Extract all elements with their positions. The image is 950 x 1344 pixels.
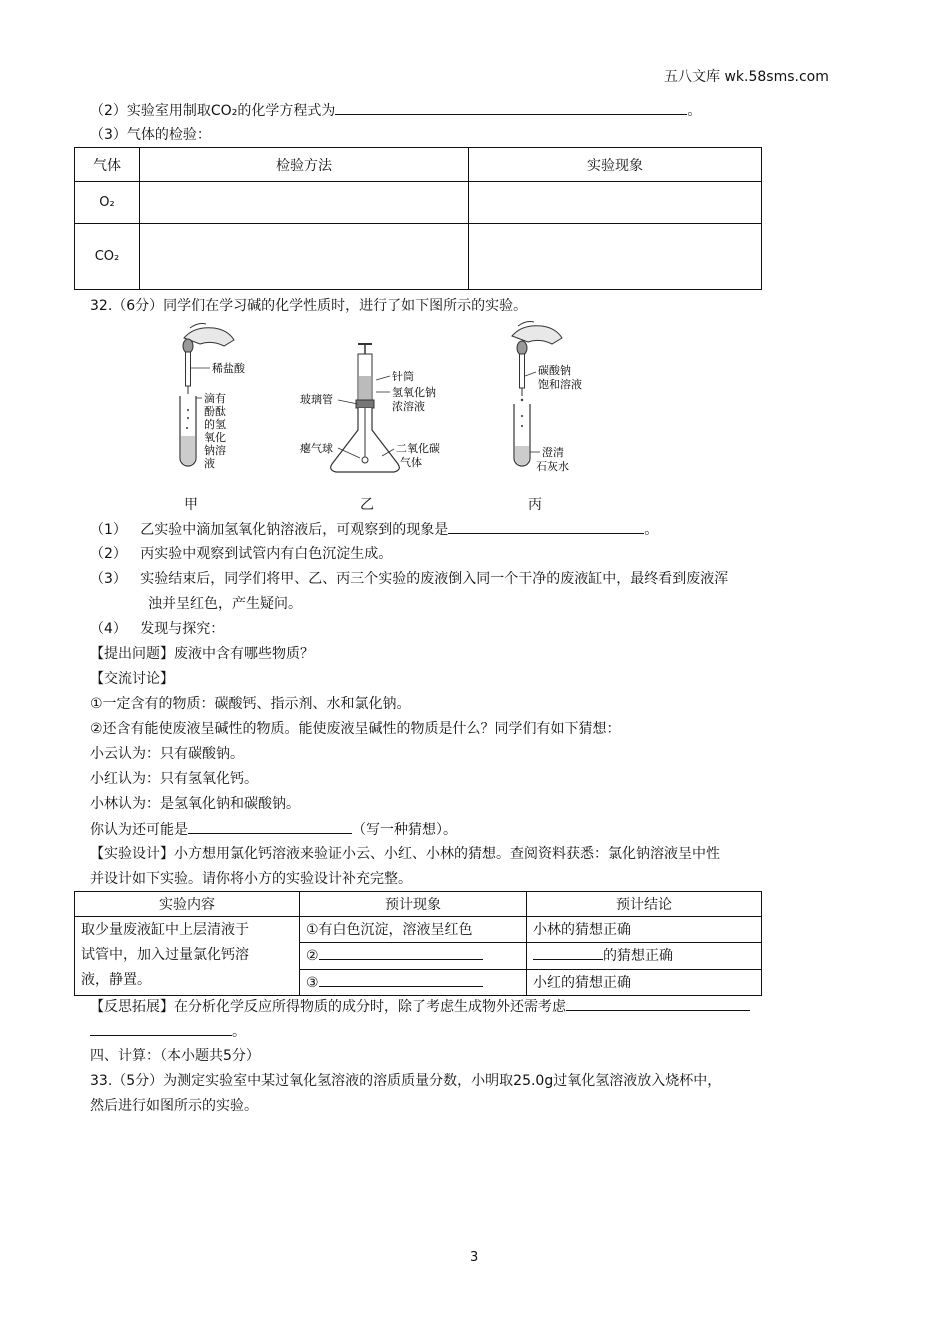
experiment-yi xyxy=(300,344,444,472)
expected-conclusion-cell: 小林的猜想正确 xyxy=(527,917,762,943)
table-header-gas: 气体 xyxy=(75,148,140,182)
reflect-end: 。 xyxy=(232,1024,246,1040)
discussion-2: ②还含有能使废液呈碱性的物质。能使废液呈碱性的物质是什么？同学们有如下猜想： xyxy=(90,721,621,737)
reflect-blank-2[interactable] xyxy=(90,1021,232,1036)
experiment-jia xyxy=(180,324,246,471)
hand-icon xyxy=(512,322,562,345)
table-row xyxy=(75,182,762,224)
table-header-content: 实验内容 xyxy=(75,892,300,917)
q32-title: 32.（6分）同学们在学习碱的化学性质时，进行了如下图所示的实验。 xyxy=(90,298,528,314)
item-number: （2） xyxy=(90,546,127,562)
gas-cell: CO₂ xyxy=(75,224,140,290)
label-naoh: 氢氧化钠 浓溶液 xyxy=(392,386,436,413)
label-limewater: 澄清 石灰水 xyxy=(536,446,569,473)
raise-question: 【提出问题】废液中含有哪些物质？ xyxy=(90,646,314,662)
discussion-title: 【交流讨论】 xyxy=(90,671,174,687)
item-number: （3） xyxy=(90,571,127,587)
caption-bing: 丙 xyxy=(528,497,542,513)
table-header-expected-phenomenon: 预计现象 xyxy=(300,892,527,917)
caption-yi: 乙 xyxy=(360,497,374,513)
content-line: 取少量废液缸中上层清液于 xyxy=(81,922,249,938)
page-number: 3 xyxy=(470,1250,479,1265)
reflect-text: 【反思拓展】在分析化学反应所得物质的成分时，除了考虑生成物外还需考虑 xyxy=(90,999,566,1015)
item-number: （4） xyxy=(90,621,127,637)
item-text: 实验结束后，同学们将甲、乙、丙三个实验的废液倒入同一个干净的废液缸中，最终看到废液浑 xyxy=(140,571,729,587)
your-guess-suffix: （写一种猜想）。 xyxy=(352,822,457,838)
expected-conclusion-cell: 小红的猜想正确 xyxy=(527,969,762,995)
table-row xyxy=(75,224,762,290)
phenomenon-2-blank[interactable] xyxy=(319,945,483,960)
label-na2co3: 碳酸钠 饱和溶液 xyxy=(538,364,582,391)
expected-phenomenon-cell xyxy=(300,969,527,995)
expected-conclusion-cell xyxy=(527,943,762,969)
content-line: 试管中，加入过量氯化钙溶 xyxy=(81,947,249,963)
reflect-line-2 xyxy=(90,1021,246,1042)
q31-line3: （3）气体的检验： xyxy=(90,127,211,143)
method-cell[interactable] xyxy=(140,224,469,290)
item-text: 丙实验中观察到试管内有白色沉淀生成。 xyxy=(140,546,393,562)
guess-xiaohong: 小红认为：只有氢氧化钙。 xyxy=(90,771,258,787)
expected-phenomenon-cell: ①有白色沉淀，溶液呈红色 xyxy=(300,917,527,943)
conclusion-suffix: 的猜想正确 xyxy=(603,948,673,965)
q31-line2-suffix: 。 xyxy=(687,103,702,119)
label-syringe: 针筒 xyxy=(392,370,414,383)
phenomenon-cell[interactable] xyxy=(469,182,762,224)
conclusion-2-blank[interactable] xyxy=(533,945,603,960)
label-co2: 二氧化碳 气体 xyxy=(396,442,440,469)
gas-test-table xyxy=(74,147,762,290)
dropper-icon xyxy=(183,339,193,399)
guess-xiaolin: 小林认为：是氢氧化钠和碳酸钠。 xyxy=(90,796,300,812)
label-hcl: 稀盐酸 xyxy=(212,362,245,375)
site-header: 五八文库 wk.58sms.com xyxy=(664,69,829,85)
q32-item-4 xyxy=(90,619,224,639)
your-guess xyxy=(90,819,457,840)
flask-icon xyxy=(331,408,400,472)
circle-number: ② xyxy=(306,948,319,965)
item-text: 发现与探究： xyxy=(140,621,225,637)
content-line: 液，静置。 xyxy=(81,972,151,988)
q31-line2 xyxy=(90,100,701,121)
table-header-method: 检验方法 xyxy=(140,148,469,182)
phenomenon-cell[interactable] xyxy=(469,224,762,290)
dropper-icon xyxy=(517,341,527,401)
reflect-line xyxy=(90,996,750,1017)
discussion-1: ①一定含有的物质：碳酸钙、指示剂、水和氯化钠。 xyxy=(90,696,411,712)
equation-blank[interactable] xyxy=(335,100,687,115)
experiment-bing xyxy=(512,322,582,474)
section-title: 四、计算：（本小题共5分） xyxy=(90,1048,260,1064)
guess-blank[interactable] xyxy=(188,819,352,834)
table-header-phenomenon: 实验现象 xyxy=(469,148,762,182)
syringe-icon xyxy=(356,344,374,408)
gas-cell: O₂ xyxy=(75,182,140,224)
design-line-2: 并设计如下实验。请你将小方的实验设计补充完整。 xyxy=(90,871,412,887)
q32-item-3-cont: 浊并呈红色，产生疑问。 xyxy=(148,596,302,612)
label-glass-tube: 玻璃管 xyxy=(300,393,333,406)
caption-jia: 甲 xyxy=(184,497,198,513)
experiment-figure xyxy=(160,318,680,498)
q33-line-2: 然后进行如图所示的实验。 xyxy=(90,1098,258,1114)
q32-item-3 xyxy=(90,569,728,589)
item-text: 乙实验中滴加氢氧化钠溶液后，可观察到的现象是 xyxy=(140,522,449,538)
item-suffix: 。 xyxy=(644,522,659,538)
phenomenon-blank[interactable] xyxy=(448,519,644,534)
experiment-design-table xyxy=(74,891,762,996)
your-guess-prefix: 你认为还可能是 xyxy=(90,822,188,838)
design-line-1: 【实验设计】小方想用氯化钙溶液来验证小云、小红、小林的猜想。查阅资料获悉：氯化钠溶液呈中性 xyxy=(90,846,720,862)
label-jia-tube: 滴有 酚酞 的氢 氧化 钠溶 液 xyxy=(204,392,226,470)
table-row xyxy=(75,917,762,943)
method-cell[interactable] xyxy=(140,182,469,224)
test-tube-icon xyxy=(514,404,530,466)
phenomenon-3-blank[interactable] xyxy=(319,972,483,987)
q32-item-1 xyxy=(90,519,658,540)
test-tube-icon xyxy=(180,396,196,466)
q32-item-2 xyxy=(90,544,392,564)
guess-xiaoyun: 小云认为：只有碳酸钠。 xyxy=(90,746,244,762)
item-number: （1） xyxy=(90,522,127,538)
label-balloon: 瘪气球 xyxy=(300,442,333,455)
table-header-expected-conclusion: 预计结论 xyxy=(527,892,762,917)
q33-line-1: 33.（5分）为测定实验室中某过氧化氢溶液的溶质质量分数，小明取25.0g过氧化氢溶液放入烧杯中， xyxy=(90,1073,722,1089)
experiment-content-cell xyxy=(75,917,300,996)
expected-phenomenon-cell xyxy=(300,943,527,969)
reflect-blank-1[interactable] xyxy=(566,996,750,1011)
q31-line2-prefix: （2）实验室用制取CO₂的化学方程式为 xyxy=(90,103,336,119)
circle-number: ③ xyxy=(306,974,319,991)
